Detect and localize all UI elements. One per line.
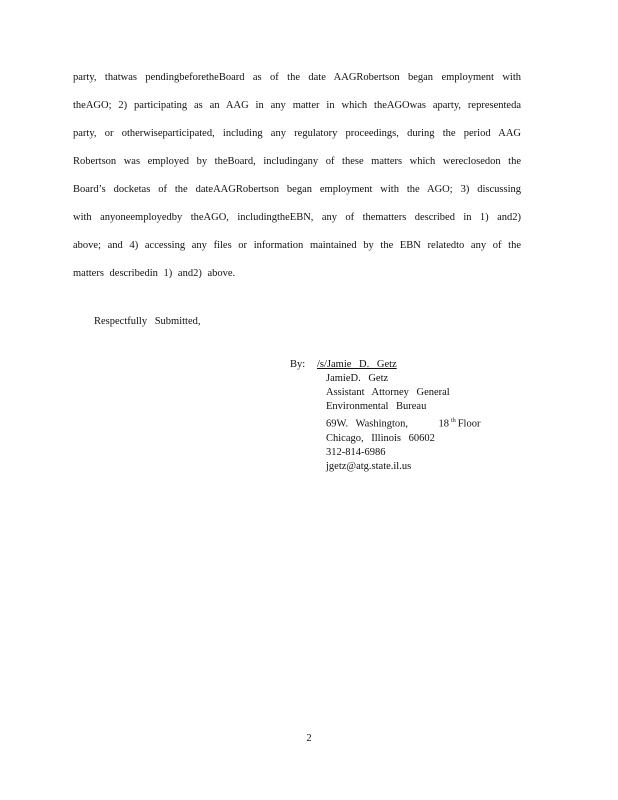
by-label: By: xyxy=(290,359,306,370)
signature-details xyxy=(326,372,480,474)
body-line-5: Board’s docketas of the dateAAGRobertson began employment with the AGO; 3) discussing xyxy=(73,184,521,195)
body-line-3: party, or otherwiseparticipated, including any regulatory proceedings, during the period AAG xyxy=(73,128,521,139)
address-floor-suffix: th xyxy=(451,418,456,424)
body-paragraph xyxy=(73,64,523,288)
body-line-4: Robertson was employed by theBoard, includingany of these matters which wereclosedon the xyxy=(73,156,521,167)
body-line-2: theAGO; 2) participating as an AAG in any matter in which theAGOwas aparty, representeda xyxy=(73,100,521,111)
signature-block xyxy=(290,358,480,474)
signer-title: Assistant Attorney General xyxy=(326,387,450,398)
signer-city: Chicago, Illinois 60602 xyxy=(326,432,435,444)
signature-line: /s/Jamie D. Getz xyxy=(317,359,397,370)
address-street: 69W. Washington, xyxy=(326,418,409,430)
body-line-8: matters describedin 1) and2) above. xyxy=(73,268,236,279)
signature-row xyxy=(290,358,480,372)
body-line-1: party, thatwas pendingbeforetheBoard as of the date AAGRobertson began employment with xyxy=(73,72,521,83)
address-floor-number: 18 xyxy=(438,418,450,430)
closing-salutation: Respectfully Submitted, xyxy=(94,316,201,327)
signer-email: jgetz@atg.state.il.us xyxy=(326,460,412,472)
signer-bureau: Environmental Bureau xyxy=(326,401,427,412)
page-number: 2 xyxy=(306,733,312,744)
signer-address-street xyxy=(326,414,480,432)
signer-name: JamieD. Getz xyxy=(326,373,389,384)
signer-phone: 312-814-6986 xyxy=(326,446,386,458)
body-line-6: with anyoneemployedby theAGO, includingtheEBN, any of thematters described in 1) and2) xyxy=(73,212,521,223)
body-line-7: above; and 4) accessing any files or information maintained by the EBN relatedto any of the xyxy=(73,240,521,251)
address-floor-word: Floor xyxy=(457,418,481,430)
